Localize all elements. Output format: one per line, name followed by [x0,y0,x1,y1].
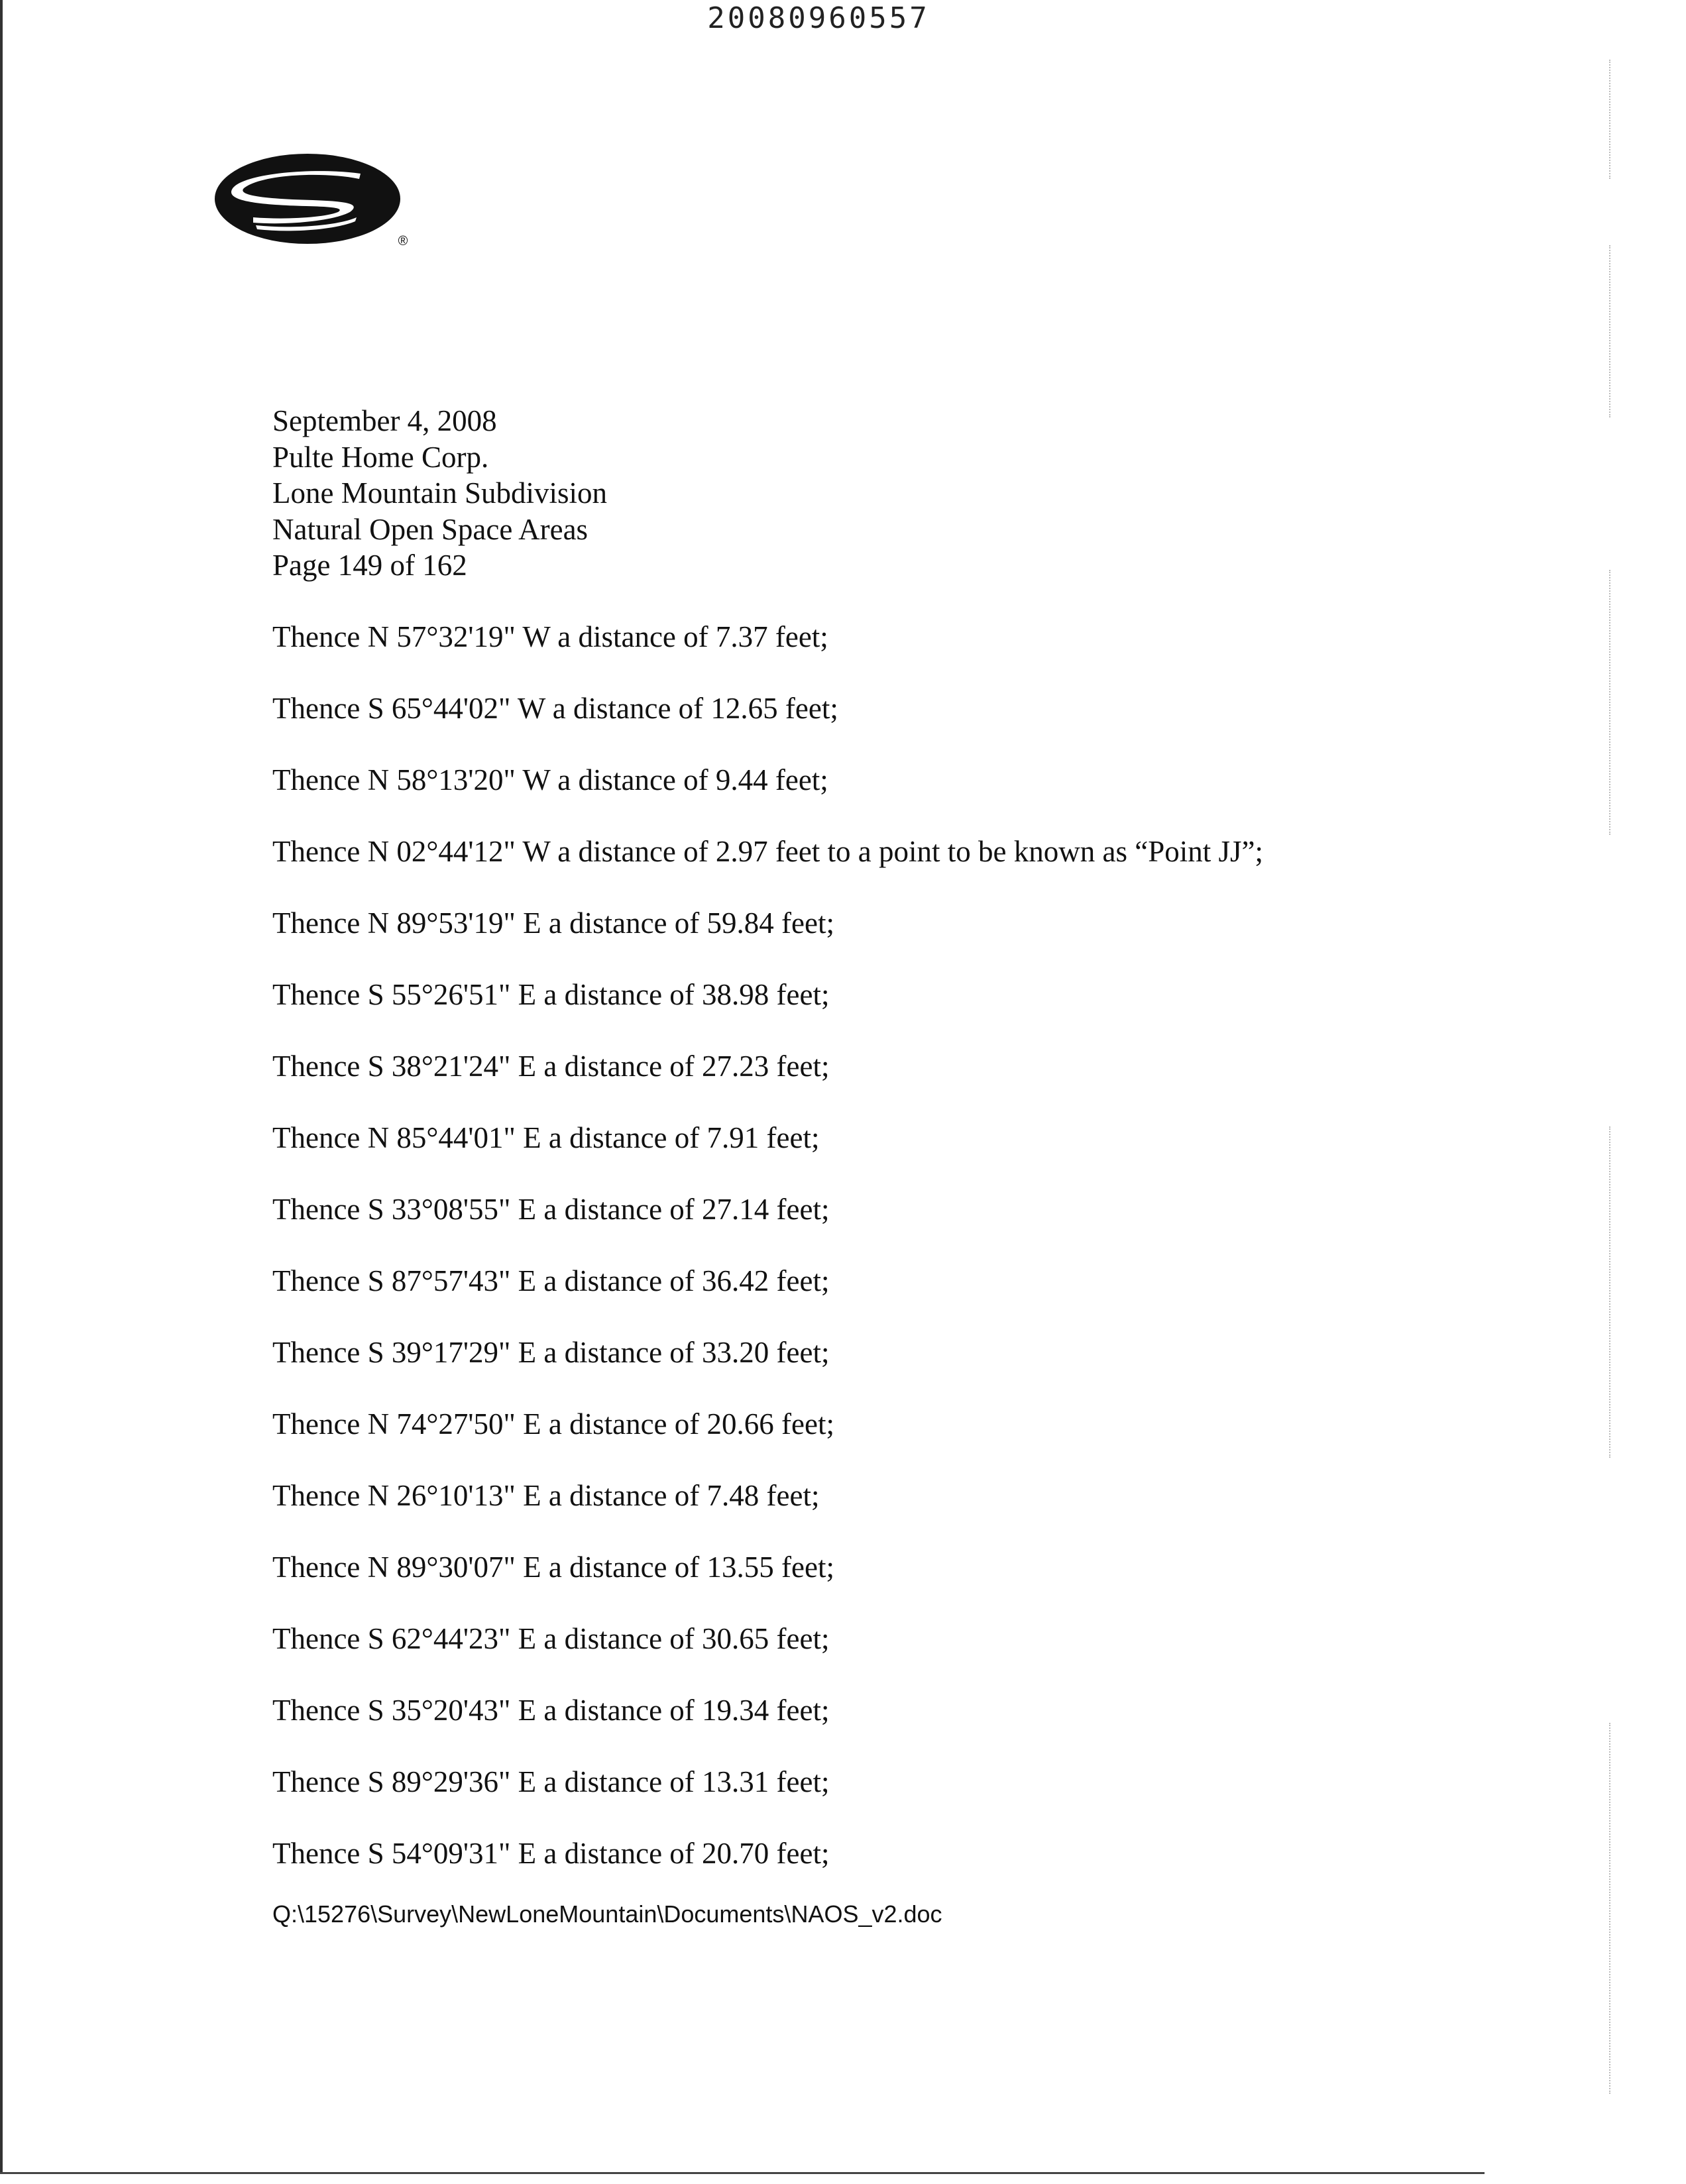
document-number: 20080960557 [707,1,930,35]
course-line: Thence S 33°08'55" E a distance of 27.14 feet; [272,1193,830,1226]
s-oval-logo-icon [213,151,412,250]
course-line: Thence S 38°21'24" E a distance of 27.23 feet; [272,1050,830,1083]
header-company: Pulte Home Corp. [272,440,489,474]
file-path-footer: Q:\15276\Survey\NewLoneMountain\Documents\NAOS_v2.doc [272,1900,942,1928]
course-line: Thence N 02°44'12" W a distance of 2.97 feet to a point to be known as “Point JJ”; [272,835,1263,868]
survey-courses-list [272,619,1263,1907]
course-line: Thence S 39°17'29" E a distance of 33.20 feet; [272,1336,830,1369]
registered-mark: ® [398,234,408,248]
scan-artifact [1609,60,1612,179]
course-line: Thence N 89°53'19" E a distance of 59.84 feet; [272,906,834,940]
scan-artifact [1609,570,1612,835]
header-subject: Natural Open Space Areas [272,512,589,546]
course-line: Thence N 57°32'19" W a distance of 7.37 feet; [272,620,828,653]
header-date: September 4, 2008 [272,404,497,437]
scan-edge-left [0,0,3,2173]
scan-artifact [1609,245,1612,417]
course-line: Thence N 58°13'20" W a distance of 9.44 feet; [272,763,828,796]
scan-artifact [1609,1723,1612,2094]
header-page-number: Page 149 of 162 [272,549,467,582]
scan-artifact [1609,1126,1612,1458]
course-line: Thence S 65°44'02" W a distance of 12.65 feet; [272,692,838,725]
course-line: Thence S 62°44'23" E a distance of 30.65 feet; [272,1622,830,1655]
course-line: Thence N 26°10'13" E a distance of 7.48 feet; [272,1479,820,1512]
course-line: Thence N 74°27'50" E a distance of 20.66 feet; [272,1407,834,1441]
course-line: Thence N 89°30'07" E a distance of 13.55 feet; [272,1551,834,1584]
scan-edge-bottom [0,2172,1485,2174]
header-subdivision: Lone Mountain Subdivision [272,476,607,510]
course-line: Thence S 55°26'51" E a distance of 38.98 feet; [272,978,830,1011]
letter-header [272,403,607,584]
course-line: Thence S 89°29'36" E a distance of 13.31 feet; [272,1765,830,1798]
course-line: Thence S 54°09'31" E a distance of 20.70 feet; [272,1837,830,1870]
course-line: Thence N 85°44'01" E a distance of 7.91 feet; [272,1121,820,1154]
course-line: Thence S 35°20'43" E a distance of 19.34 feet; [272,1694,830,1727]
course-line: Thence S 87°57'43" E a distance of 36.42 feet; [272,1264,830,1297]
